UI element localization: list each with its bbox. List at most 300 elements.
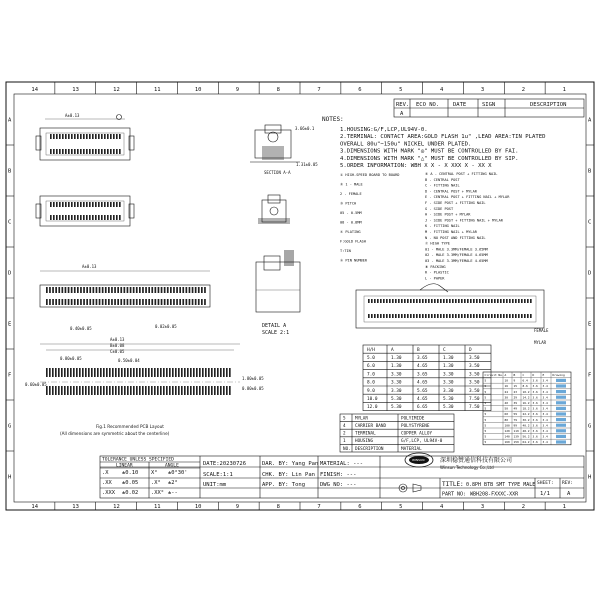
dim-table-cell: 3.30: [391, 380, 402, 386]
pin: [181, 386, 183, 395]
drawing-swatch: [556, 384, 566, 387]
pin: [449, 314, 451, 318]
pin-table-cell: 30: [504, 395, 508, 400]
column-label: 10: [194, 87, 202, 93]
pin: [145, 299, 147, 305]
pin: [136, 299, 138, 305]
pin: [470, 299, 472, 303]
tol-angle-value: ±0°30': [168, 470, 188, 476]
bom-cell: DESCRIPTION: [355, 446, 384, 452]
pin: [157, 386, 159, 395]
pin: [139, 386, 141, 395]
pin: [425, 314, 427, 318]
pin: [217, 368, 219, 377]
pin: [151, 287, 153, 293]
pin-table-cell: 5: [484, 384, 487, 389]
pin: [136, 368, 138, 377]
pin: [428, 299, 430, 303]
legend-left-line: ⑤ PIN NUMBER: [340, 258, 368, 263]
pin: [91, 368, 93, 377]
dim-pitch-label: 0.80±0.05: [60, 356, 82, 361]
pin: [473, 314, 475, 318]
pin: [93, 287, 95, 293]
pin: [217, 386, 219, 395]
pin: [89, 299, 91, 305]
pin: [506, 299, 508, 303]
pin: [95, 134, 97, 139]
pin: [74, 134, 76, 139]
pin: [470, 314, 472, 318]
dim-table-cell: 5.30: [443, 397, 454, 402]
pin: [55, 368, 57, 377]
pin: [113, 134, 115, 139]
pin: [120, 287, 122, 293]
pin: [521, 314, 523, 318]
approved-by: APP. BY: Tong: [262, 482, 306, 488]
pin-table-cell: 5: [484, 434, 487, 439]
pin-table-cell: 3.4: [542, 434, 548, 439]
pin: [226, 386, 228, 395]
pin: [195, 287, 197, 293]
pin: [119, 149, 121, 154]
pin: [55, 386, 57, 395]
dim-table-cell: 3.30: [391, 388, 402, 394]
pin: [76, 368, 78, 377]
dim-table-cell: C: [443, 347, 446, 353]
pin: [65, 215, 67, 220]
pin: [50, 134, 52, 139]
legend-right-line: R - PLASTIC: [425, 270, 449, 275]
pin: [68, 202, 70, 207]
dim-table-cell: 3.30: [443, 380, 454, 386]
pin: [65, 287, 67, 293]
pin: [99, 299, 101, 305]
pin-table-cell: 3.4: [542, 406, 548, 411]
pin: [169, 386, 171, 395]
pin-table-cell: 159: [513, 440, 519, 445]
pin: [148, 386, 150, 395]
pin: [116, 134, 118, 139]
column-label: 2: [521, 87, 526, 93]
pin: [83, 287, 85, 293]
column-label: 8: [276, 87, 280, 93]
pin: [96, 287, 98, 293]
pin-table-cell: 29: [513, 395, 517, 400]
pin: [509, 299, 511, 303]
tol-angle-value: ±2°: [168, 480, 178, 486]
pin: [437, 299, 439, 303]
row-label: D: [588, 270, 592, 277]
pin: [182, 299, 184, 305]
pin: [89, 134, 91, 139]
pin-table-cell: Circuit No.: [484, 373, 504, 377]
legend-left-line: 05 - 0.5MM: [340, 211, 362, 215]
column-label: 9: [235, 87, 240, 93]
pin: [503, 299, 505, 303]
side-view: [258, 195, 290, 224]
legend-left-line: 2 - FEMALE: [340, 192, 362, 196]
pin: [145, 386, 147, 395]
pin: [198, 287, 200, 293]
bom-cell: POLYSTYRENE: [401, 424, 430, 429]
pin-table-cell: 5: [484, 395, 487, 400]
linear-label: LINEAR: [116, 463, 133, 469]
dim-pcb-2: 0.40±0.05: [70, 326, 92, 331]
bom-cell: CARRIER BAND: [355, 424, 387, 429]
pin: [386, 314, 388, 318]
pin: [67, 386, 69, 395]
pin: [97, 386, 99, 395]
row-label: G: [8, 423, 12, 430]
pin: [130, 287, 132, 293]
pin-table-cell: 8.6: [522, 384, 528, 389]
pin: [113, 215, 115, 220]
pin-table-cell: 16.2: [522, 401, 530, 405]
pin: [142, 368, 144, 377]
legend-right-line: ⑦ HIGH TYPE: [425, 241, 450, 246]
pin: [479, 299, 481, 303]
pin: [89, 202, 91, 207]
pin: [65, 299, 67, 305]
pin: [86, 134, 88, 139]
bom-cell: 1: [343, 439, 346, 445]
dim-table-cell: 5.65: [417, 388, 428, 394]
pin: [485, 299, 487, 303]
pin: [461, 299, 463, 303]
pin: [467, 314, 469, 318]
row-label: C: [588, 219, 592, 226]
column-label: 13: [72, 87, 79, 93]
pin: [104, 215, 106, 220]
column-label: 14: [31, 504, 39, 510]
pin-table-cell: 64.2: [522, 440, 530, 445]
pin: [497, 299, 499, 303]
pin: [190, 386, 192, 395]
pin: [154, 386, 156, 395]
pin: [70, 386, 72, 395]
pin: [116, 202, 118, 207]
pin: [530, 314, 532, 318]
pin: [95, 149, 97, 154]
dim-table-cell: H/H: [367, 347, 375, 353]
pin-table-cell: E: [542, 373, 545, 377]
legend-left-line: ④ PLATING: [340, 230, 361, 234]
pin: [105, 299, 107, 305]
column-label: 7: [317, 504, 321, 510]
pin: [169, 368, 171, 377]
pin: [374, 299, 376, 303]
pin: [452, 314, 454, 318]
pin: [464, 314, 466, 318]
legend-left-line: ③ PITCH: [340, 201, 357, 206]
pin: [205, 368, 207, 377]
dim-a-label-2: A±0.13: [82, 264, 97, 269]
note-line: 4.DIMENSIONS WITH MARK "△" MUST BE CONTROLLED BY SIP.: [340, 155, 519, 162]
pin-table-cell: 9: [513, 378, 516, 383]
pin-table-cell: 16: [504, 384, 508, 389]
column-label: 11: [154, 87, 161, 93]
pin: [506, 314, 508, 318]
pin: [98, 134, 100, 139]
column-label: 7: [317, 87, 321, 93]
pin-table-cell: 6.4: [522, 378, 528, 383]
pin: [211, 368, 213, 377]
tol-linear-key: .X: [102, 470, 109, 476]
bom-cell: 2: [343, 431, 346, 437]
legend-right-line: 01 - MALE 3.3MM/FEMALE 3.65MM: [425, 247, 488, 252]
pin: [56, 202, 58, 207]
pin: [521, 299, 523, 303]
dim-pad-label: 0.50±0.04: [118, 358, 140, 363]
pin: [76, 386, 78, 395]
dim-table-cell: 3.50: [469, 372, 480, 378]
pin: [204, 287, 206, 293]
pin: [184, 368, 186, 377]
pin: [68, 149, 70, 154]
pin: [56, 134, 58, 139]
pin: [127, 299, 129, 305]
pin: [392, 299, 394, 303]
pin: [491, 314, 493, 318]
pin-count-table: [483, 372, 571, 445]
company-logo: [405, 453, 433, 467]
pin: [214, 386, 216, 395]
pin: [79, 368, 81, 377]
pin: [127, 368, 129, 377]
pin: [494, 314, 496, 318]
pin: [65, 149, 67, 154]
legend-right-line: G - SIDE POST: [425, 206, 454, 211]
pin: [103, 368, 105, 377]
pin: [74, 287, 76, 293]
pin: [105, 287, 107, 293]
pin-table-cell: 39: [513, 401, 517, 405]
dim-table-cell: B: [417, 347, 420, 353]
pin: [434, 314, 436, 318]
pin: [107, 202, 109, 207]
pin: [53, 215, 55, 220]
pin-table-cell: C: [522, 373, 525, 377]
pin: [89, 149, 91, 154]
pin: [73, 368, 75, 377]
pin: [175, 368, 177, 377]
pin-table-cell: 5: [484, 401, 487, 405]
pin: [110, 149, 112, 154]
row-label: B: [8, 168, 12, 175]
pin: [196, 386, 198, 395]
pin: [77, 202, 79, 207]
pin: [88, 368, 90, 377]
bom-cell: NO.: [343, 446, 351, 452]
row-label: F: [8, 372, 12, 379]
pin: [100, 368, 102, 377]
pin: [133, 287, 135, 293]
pin: [160, 386, 162, 395]
pin: [172, 386, 174, 395]
dim-table-cell: 3.50: [469, 356, 480, 361]
column-label: 9: [235, 504, 240, 510]
pin: [482, 314, 484, 318]
pin: [104, 202, 106, 207]
legend-right-line: 02 - MALE 3.3MM/FEMALE 4.65MM: [425, 253, 488, 258]
row-label: A: [8, 117, 12, 124]
pin: [86, 287, 88, 293]
pin: [139, 299, 141, 305]
pin: [53, 202, 55, 207]
pin: [74, 215, 76, 220]
pin: [62, 134, 64, 139]
tol-angle-key: .X°: [151, 480, 161, 486]
pin-table-cell: 119: [513, 429, 519, 433]
pin-table-cell: 139: [513, 434, 519, 439]
sheet-label: SHEET:: [537, 481, 554, 486]
note-line: OVERALL 80u"~150u" NICKEL UNDER PLATED.: [340, 141, 472, 148]
dim-section-2: 1.31±0.05: [296, 162, 318, 167]
pin-table-cell: 3.6: [532, 384, 538, 389]
pin: [497, 314, 499, 318]
row-label: H: [8, 474, 12, 481]
pin: [102, 287, 104, 293]
pin: [193, 386, 195, 395]
bom-cell: COPPER ALLOY: [401, 431, 433, 437]
title-value: 0.8PH BTB SMT TYPE MALE: [466, 482, 536, 488]
pin: [142, 287, 144, 293]
pin-table-cell: 3.4: [542, 412, 548, 417]
pin: [106, 386, 108, 395]
pin: [527, 314, 529, 318]
pin: [524, 314, 526, 318]
pin: [59, 149, 61, 154]
pin: [422, 314, 424, 318]
pin: [173, 287, 175, 293]
dwg-no-value: DWG NO: ---: [320, 482, 357, 488]
column-label: 5: [399, 504, 403, 510]
pin: [61, 386, 63, 395]
pin: [446, 314, 448, 318]
pin: [91, 386, 93, 395]
top-view-connector: [36, 113, 134, 160]
pin: [46, 368, 48, 377]
pin-table-cell: 100: [504, 423, 510, 428]
pin-table-cell: 3.4: [542, 440, 548, 445]
pin: [99, 287, 101, 293]
bom-cell: MATERIAL: [401, 446, 422, 452]
legend-right-line: 03 - MALE 3.3MM/FEMALE 4.65MM: [425, 259, 488, 263]
pin-table-cell: 140: [504, 434, 510, 439]
pin: [103, 386, 105, 395]
pin: [419, 299, 421, 303]
pin: [512, 299, 514, 303]
pin: [55, 299, 57, 305]
pin: [208, 368, 210, 377]
pin: [58, 299, 60, 305]
part-no-value: WBH208-FXXXC-XXR: [470, 491, 519, 498]
pin-table-cell: 59: [513, 412, 517, 417]
detail-a-view: [256, 250, 300, 336]
pin: [204, 299, 206, 305]
svg-text:WINSUN: WINSUN: [412, 458, 425, 462]
pin-table-cell: 15: [513, 384, 517, 389]
pin: [419, 314, 421, 318]
pin-table-cell: 3.6: [532, 417, 538, 422]
pin: [201, 299, 203, 305]
tol-angle-key: .XX°: [151, 490, 164, 496]
pin-table-cell: 160: [504, 440, 510, 445]
rev-block-value: A: [567, 491, 571, 497]
checked-by: CHK. BY: Lin Pan: [262, 472, 315, 478]
pin: [92, 215, 94, 220]
pin: [71, 149, 73, 154]
pin: [368, 314, 370, 318]
pin-table-cell: 120: [504, 429, 510, 433]
drawing-swatch: [556, 424, 566, 427]
pin: [80, 299, 82, 305]
legend-right-line: H - SIDE POST + MYLAR: [425, 212, 471, 217]
dim-table-cell: 5.30: [391, 405, 402, 411]
pin: [92, 134, 94, 139]
row-labels-left: [6, 118, 14, 481]
pin: [148, 368, 150, 377]
pin: [455, 299, 457, 303]
pin: [186, 299, 188, 305]
pin: [404, 314, 406, 318]
pin: [124, 368, 126, 377]
pin-table-cell: 5: [484, 378, 487, 383]
pin: [440, 314, 442, 318]
pin: [71, 215, 73, 220]
pin: [155, 287, 157, 293]
tol-linear-value: ±0.02: [122, 490, 139, 496]
pin: [488, 314, 490, 318]
pin: [82, 386, 84, 395]
pin: [89, 215, 91, 220]
pin-table-cell: 24: [504, 389, 508, 394]
date-header: DATE: [453, 102, 467, 108]
pin: [452, 299, 454, 303]
pin: [202, 368, 204, 377]
pin: [161, 299, 163, 305]
dim-pcb-1: 0.02±0.05: [155, 324, 177, 329]
pin: [160, 368, 162, 377]
pin: [98, 215, 100, 220]
pin-table-cell: 3.4: [542, 417, 548, 422]
drawn-by: DAR. BY: Yang Pan: [262, 461, 319, 467]
pin: [407, 299, 409, 303]
pin: [443, 299, 445, 303]
pin: [124, 299, 126, 305]
column-label: 12: [113, 87, 120, 93]
pin: [371, 299, 373, 303]
column-label: 3: [480, 504, 485, 510]
pin: [395, 299, 397, 303]
column-label: 6: [358, 87, 362, 93]
column-label: 8: [276, 504, 280, 510]
pin: [476, 314, 478, 318]
pin: [193, 368, 195, 377]
pin: [198, 299, 200, 305]
drawing-swatch: [556, 396, 566, 399]
legend-right-line: C - FITTING NAIL: [425, 183, 460, 188]
dim-table-cell: 4.65: [417, 397, 428, 402]
sign-header: SIGN: [482, 102, 496, 108]
tolerance-title: TOLERANCE UNLESS SPECIFIED: [102, 457, 174, 463]
pin-table-cell: 50: [504, 406, 508, 411]
dim-table-cell: 4.65: [417, 380, 428, 386]
pin: [530, 299, 532, 303]
legend-right-line: N - NO POST AND FITTING NAIL: [425, 235, 486, 240]
revision-block: [394, 99, 584, 117]
dim-table-cell: 6.0: [367, 364, 375, 370]
